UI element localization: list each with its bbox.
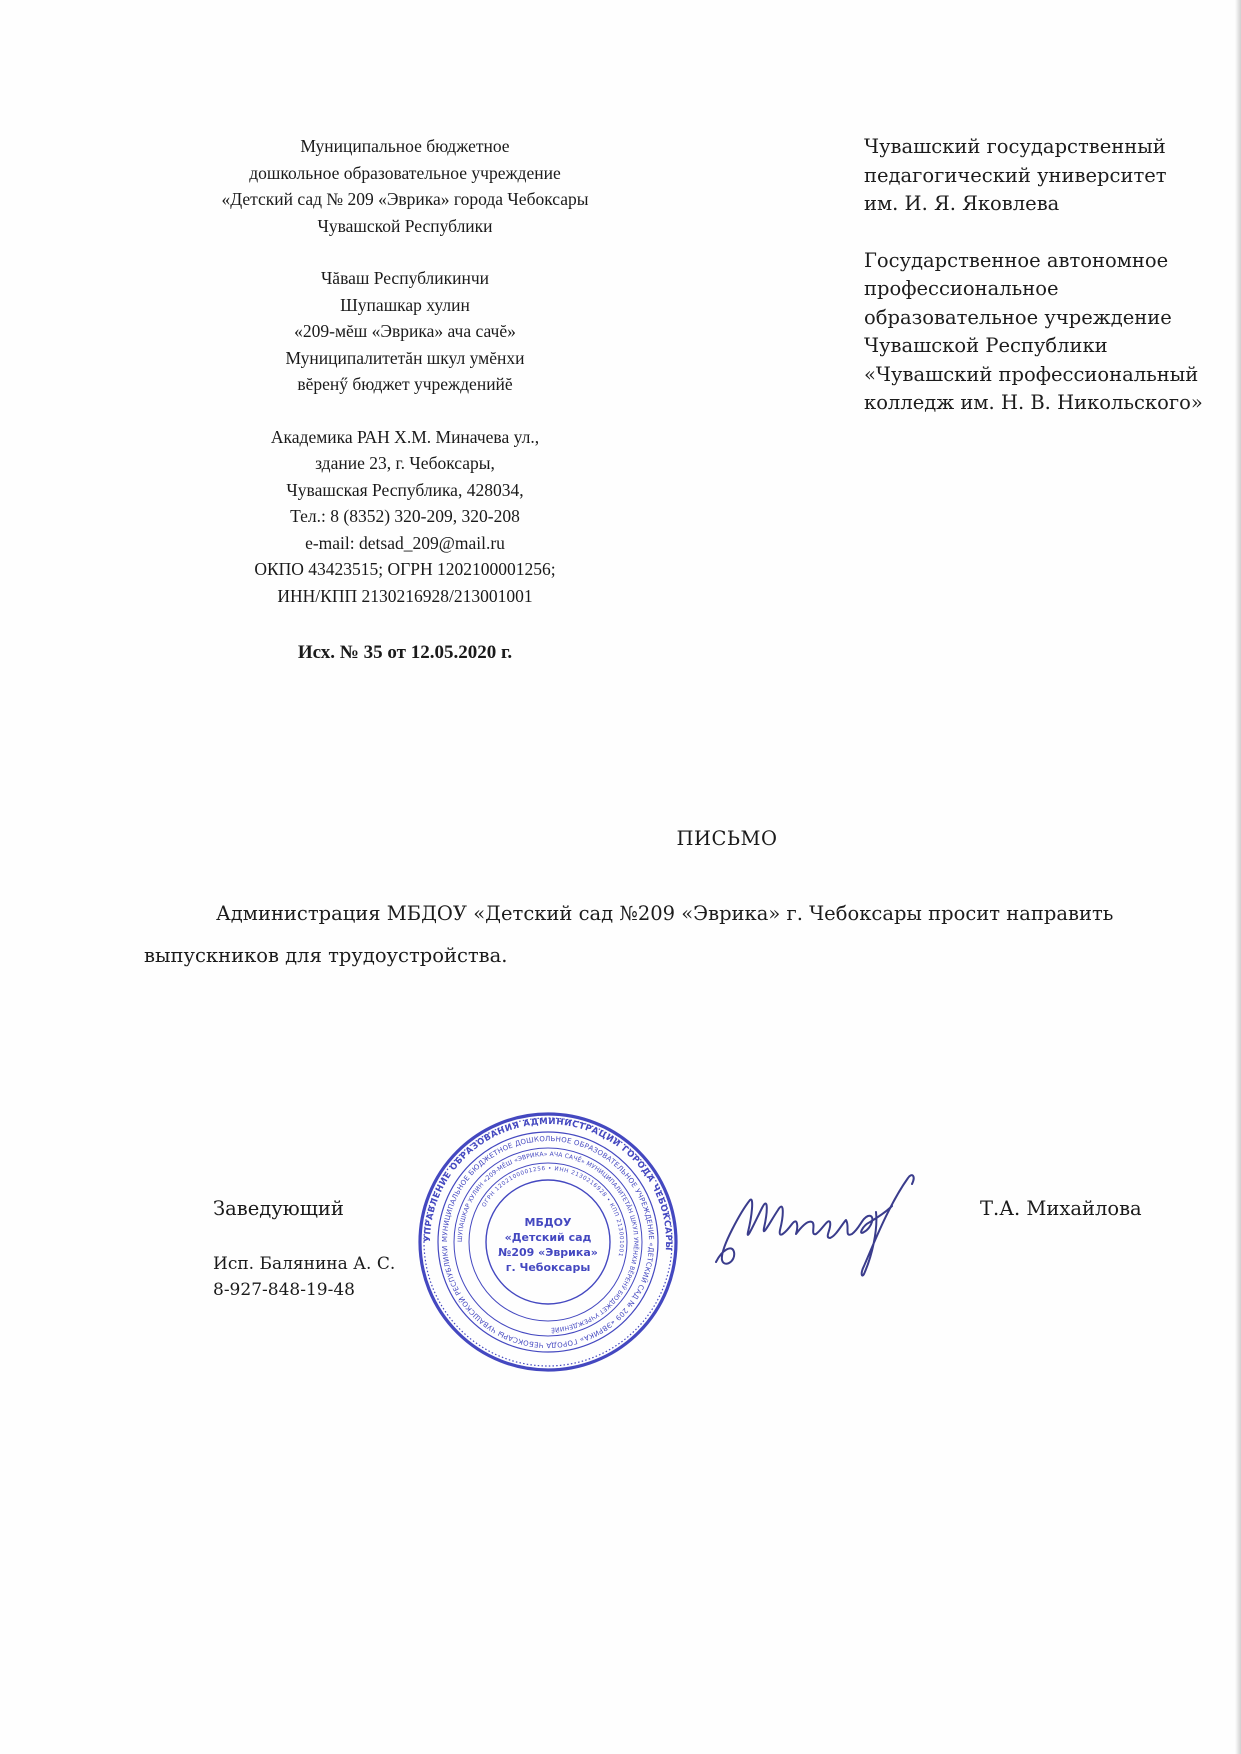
letter-body-line: Администрация МБДОУ «Детский сад №209 «Эврика» г. Чебоксары просит направить bbox=[216, 902, 1114, 925]
sender-address-line: Академика РАН Х.М. Миначева ул., bbox=[270, 426, 540, 447]
sender-org-line: Муниципальное бюджетное bbox=[300, 136, 510, 156]
sender-org-line: дошкольное образовательное учреждение bbox=[249, 162, 561, 183]
recipient-college-line: Чувашской Республики bbox=[864, 334, 1108, 357]
sender-org-line: «Детский сад № 209 «Эврика» города Чебоксары bbox=[221, 189, 589, 209]
spacer bbox=[180, 239, 630, 265]
recipient-university-line: им. И. Я. Яковлева bbox=[864, 192, 1060, 215]
seal-ink bbox=[420, 1114, 676, 1370]
sender-registration-codes: ОКПО 43423515; ОГРН 1202100001256; bbox=[254, 559, 556, 579]
recipient-college-line: образовательное учреждение bbox=[864, 305, 1172, 329]
signature-stroke bbox=[862, 1175, 914, 1275]
seal-outer-ring-text: УПРАВЛЕНИЕ ОБРАЗОВАНИЯ АДМИНИСТРАЦИИ ГОРОДА ЧЕБОКСАРЫ bbox=[422, 1116, 674, 1252]
sender-chuvash-line: Муниципалитетăн шкул умĕнхи bbox=[285, 347, 525, 368]
seal-center-line: МБДОУ bbox=[524, 1216, 572, 1229]
sender-chuvash-line: Чăваш Республикинчи bbox=[320, 268, 490, 288]
recipient-college-line: «Чувашский профессиональный bbox=[864, 362, 1199, 386]
recipient-college-line: профессиональное bbox=[864, 277, 1059, 300]
letter-body-line: выпускников для трудоустройства. bbox=[144, 944, 508, 967]
executor-name: Исп. Балянина А. С. bbox=[213, 1254, 396, 1274]
executor-phone: 8-927-848-19-48 bbox=[213, 1280, 355, 1300]
sender-email: e-mail: detsad_209@mail.ru bbox=[305, 532, 505, 553]
spacer bbox=[864, 219, 1224, 247]
sender-chuvash-line: Шупашкар хулин bbox=[340, 294, 470, 315]
recipient-college-line: Государственное автономное bbox=[864, 248, 1169, 272]
sender-address-line: здание 23, г. Чебоксары, bbox=[315, 453, 495, 473]
letter-body bbox=[144, 893, 1154, 977]
official-seal-stamp bbox=[418, 1112, 678, 1372]
seal-inner-ring-text: ШУПАШКАР ХУЛИН «209-МĔШ «ЭВРИКА» АЧА САЧĔ» МУНИЦИПАЛИТЕТĂН ШКУЛ УМĔНХИ ВĔРЕНӲ БЮДЖЕТ УЧРЕЖДЕНИЙĔ bbox=[456, 1150, 640, 1333]
recipient-university-line: Чувашский государственный bbox=[864, 135, 1166, 158]
recipient-block bbox=[864, 133, 1224, 418]
sender-org-line: Чувашской Республики bbox=[317, 215, 493, 236]
seal-code-ring-text: ОГРН 1202100001256 • ИНН 2130216928 • КПП 213001001 bbox=[481, 1165, 625, 1258]
executor-block bbox=[213, 1251, 395, 1303]
recipient-university-line: педагогический университет bbox=[864, 163, 1167, 187]
seal-center-line: г. Чебоксары bbox=[505, 1261, 591, 1274]
sender-letterhead bbox=[180, 133, 630, 667]
handwritten-signature bbox=[712, 1170, 938, 1280]
signatory-position: Заведующий bbox=[213, 1197, 344, 1220]
seal-middle-ring-text: МУНИЦИПАЛЬНОЕ БЮДЖЕТНОЕ ДОШКОЛЬНОЕ ОБРАЗОВАТЕЛЬНОЕ УЧРЕЖДЕНИЕ «ДЕТСКИЙ САД № 209 «ЭВРИКА» ГОРОДА ЧЕБОКСАРЫ ЧУВАШСКОЙ РЕСПУБЛИКИ bbox=[440, 1134, 656, 1350]
seal-center-line: «Детский сад bbox=[504, 1231, 592, 1244]
outgoing-reference: Исх. № 35 от 12.05.2020 г. bbox=[297, 642, 513, 663]
recipient-college-line: колледж им. Н. В. Никольского» bbox=[864, 391, 1203, 414]
signature-stroke bbox=[716, 1199, 892, 1263]
scan-edge-shadow bbox=[1235, 0, 1241, 1754]
sender-inn-kpp: ИНН/КПП 2130216928/213001001 bbox=[277, 585, 533, 606]
spacer bbox=[180, 398, 630, 424]
sender-phone: Тел.: 8 (8352) 320-209, 320-208 bbox=[290, 506, 520, 526]
sender-chuvash-line: «209-мĕш «Эврика» ача сачĕ» bbox=[294, 321, 516, 341]
sender-address-line: Чувашская Республика, 428034, bbox=[286, 479, 524, 500]
signer-name: Т.А. Михайлова bbox=[980, 1197, 1142, 1220]
letter-title: ПИСЬМО bbox=[676, 827, 778, 850]
sender-chuvash-line: вĕренӳ бюджет учрежденийĕ bbox=[297, 374, 513, 394]
seal-center-line: №209 «Эврика» bbox=[498, 1246, 598, 1259]
